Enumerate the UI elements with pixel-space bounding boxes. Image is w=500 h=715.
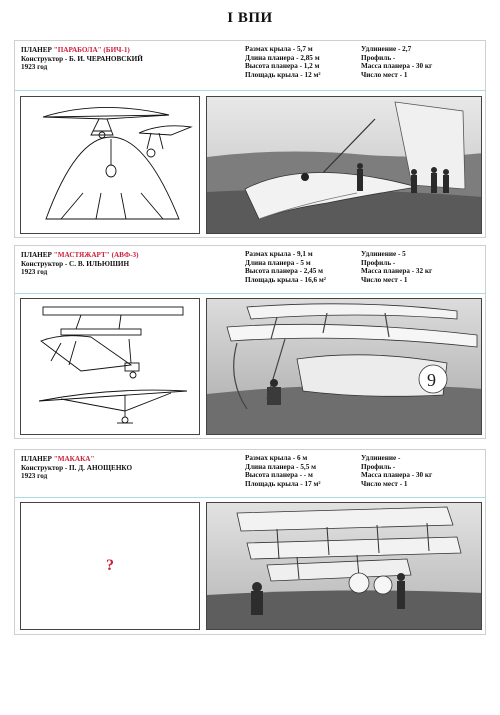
- glider-card-parabola: [14, 40, 486, 238]
- spec-mass: Масса планера - 30 кг: [361, 471, 433, 480]
- specs-left: [245, 45, 367, 79]
- parabola-three-view-drawing: [21, 97, 200, 234]
- spec-height: Высота планера - - м: [245, 471, 313, 480]
- spec-wing-area: Площадь крыла - 16,6 м²: [245, 275, 326, 284]
- glider-card-mastyazhart: [14, 245, 486, 439]
- spec-profile: Профиль -: [361, 53, 396, 62]
- drawing-panel: [20, 298, 200, 435]
- spec-profile: Профиль -: [361, 462, 396, 471]
- spec-wingspan: Размах крыла - 9,1 м: [245, 250, 313, 258]
- glider-name: ПЛАНЕР "МАКАКА": [21, 455, 95, 463]
- specs-right: [361, 45, 479, 79]
- spec-seats: Число мест - 1: [361, 70, 408, 79]
- spec-length: Длина планера - 5 м: [245, 258, 311, 267]
- glider-year: 1923 год: [21, 268, 48, 277]
- page-title: I ВПИ: [227, 10, 273, 26]
- photo-panel: [206, 502, 482, 630]
- spec-aspect-ratio: Удлинение - 2,7: [361, 45, 412, 53]
- glider-name: ПЛАНЕР "МАСТЯЖАРТ" (АВФ-3): [21, 251, 139, 259]
- glider-year: 1923 год: [21, 472, 48, 481]
- spec-wing-area: Площадь крыла - 12 м²: [245, 70, 321, 79]
- glider-designer: Конструктор - П. Д. АНОЩЕНКО: [21, 463, 133, 472]
- makaka-photo: [207, 503, 482, 630]
- spec-wingspan: Размах крыла - 6 м: [245, 454, 308, 462]
- svg-text:9: 9: [427, 370, 436, 390]
- specs-right: [361, 454, 479, 488]
- specs-left: [245, 250, 367, 284]
- glider-card-makaka: [14, 449, 486, 635]
- spec-profile: Профиль -: [361, 258, 396, 267]
- glider-name: ПЛАНЕР "ПАРАБОЛА" (БИЧ-1): [21, 46, 130, 54]
- photo-panel: [206, 298, 482, 435]
- title-block: [21, 251, 241, 277]
- mastyazhart-three-view-drawing: [21, 299, 200, 435]
- spec-mass: Масса планера - 30 кг: [361, 62, 433, 71]
- specs-left: [245, 454, 367, 488]
- spec-wingspan: Размах крыла - 5,7 м: [245, 45, 313, 53]
- spec-aspect-ratio: Удлинение - 5: [361, 250, 406, 258]
- photo-panel: [206, 96, 482, 234]
- drawing-panel: [20, 96, 200, 234]
- spec-height: Высота планера - 2,45 м: [245, 267, 324, 276]
- spec-aspect-ratio: Удлинение -: [361, 454, 401, 462]
- spec-wing-area: Площадь крыла - 17 м²: [245, 479, 321, 488]
- card-header: [15, 450, 485, 498]
- card-header: [15, 246, 485, 294]
- title-block: [21, 455, 241, 481]
- spec-length: Длина планера - 5,5 м: [245, 462, 317, 471]
- specs-right: [361, 250, 479, 284]
- title-block: [21, 46, 241, 72]
- glider-year: 1923 год: [21, 63, 48, 72]
- spec-height: Высота планера - 1,2 м: [245, 62, 320, 71]
- spec-seats: Число мест - 1: [361, 479, 408, 488]
- spec-mass: Масса планера - 32 кг: [361, 267, 433, 276]
- glider-designer: Конструктор - Б. И. ЧЕРАНОВСКИЙ: [21, 54, 143, 63]
- card-header: [15, 41, 485, 91]
- glider-designer: Конструктор - С. В. ИЛЬЮШИН: [21, 259, 130, 268]
- spec-seats: Число мест - 1: [361, 275, 408, 284]
- spec-length: Длина планера - 2,85 м: [245, 53, 320, 62]
- parabola-photo: [207, 97, 482, 234]
- mastyazhart-photo: [207, 299, 482, 435]
- unknown-drawing-mark: ?: [106, 557, 114, 574]
- drawing-panel-empty: [20, 502, 200, 630]
